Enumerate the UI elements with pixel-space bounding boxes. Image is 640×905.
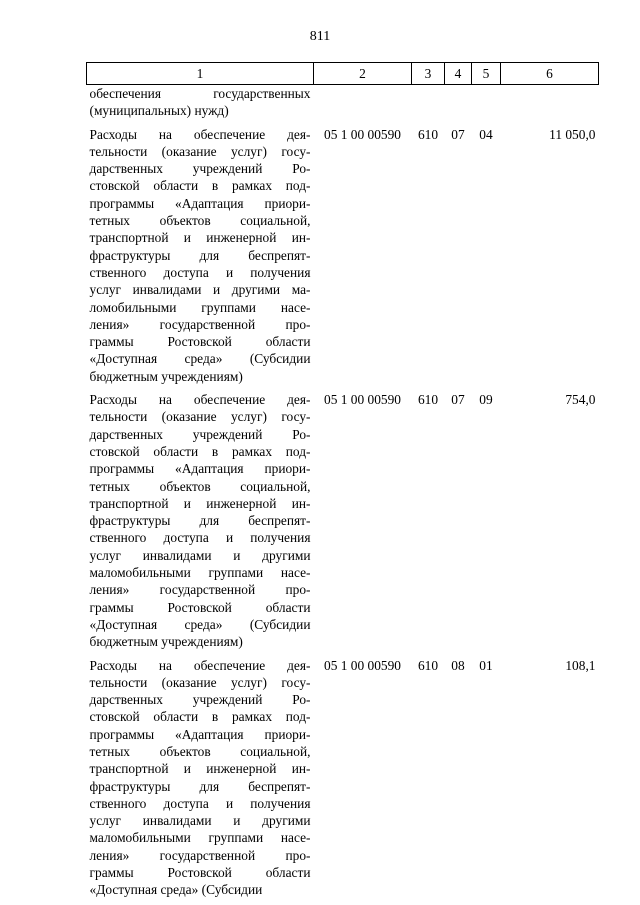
description-line: дарственных учреждений Ро- — [89, 692, 311, 708]
description-line: ственного доступа и получения — [89, 795, 311, 811]
description-line: бюджетным учреждениям) — [89, 368, 243, 384]
description-line: маломобильными группами насе- — [89, 565, 311, 581]
description-line: ления» государственной про- — [89, 847, 311, 863]
description-line: тетных объектов социальной, — [89, 743, 311, 759]
subsection-code: 01 — [479, 657, 493, 673]
description-line: программы «Адаптация приори- — [89, 726, 311, 742]
description-line: транспортной и инженерной ин- — [89, 495, 311, 511]
column-header-6: 6 — [501, 63, 599, 85]
description-line: тельности (оказание услуг) госу- — [89, 143, 311, 159]
table-row — [87, 391, 599, 656]
description-line: Расходы на обеспечение дея- — [89, 126, 311, 142]
section-code: 07 — [451, 126, 465, 142]
section-code: 07 — [451, 392, 465, 408]
description-line: услуг инвалидами и другими — [89, 813, 311, 829]
description-line: услуг инвалидами и другими — [89, 547, 311, 563]
description-line: стовской области в рамках под- — [89, 443, 311, 459]
expense-type-code: 610 — [417, 392, 439, 408]
continuation-row — [87, 85, 599, 126]
column-header-2: 2 — [314, 63, 412, 85]
description-line: программы «Адаптация приори- — [89, 195, 311, 211]
description-line: тетных объектов социальной, — [89, 213, 311, 229]
target-article-code: 05 1 00 00590 — [324, 657, 401, 673]
column-header-3: 3 — [412, 63, 445, 85]
description-line: граммы Ростовской области — [89, 599, 311, 615]
row-description — [87, 657, 314, 905]
description-line: ления» государственной про- — [89, 582, 311, 598]
description-line: фраструктуры для беспрепят- — [89, 778, 311, 794]
description-line: ственного доступа и получения — [89, 530, 311, 546]
row-description — [87, 391, 314, 656]
row-description — [87, 126, 314, 391]
description-line: ления» государственной про- — [89, 316, 311, 332]
amount-value: 754,0 — [565, 392, 596, 408]
amount-value: 11 050,0 — [549, 126, 596, 142]
description-line: тетных объектов социальной, — [89, 478, 311, 494]
description-line: ственного доступа и получения — [89, 264, 311, 280]
description-line: «Доступная среда» (Субсидии — [89, 616, 311, 632]
continuation-description — [87, 85, 314, 126]
description-line: «Доступная среда» (Субсидии — [89, 882, 263, 898]
description-line: услуг инвалидами и другими ма- — [89, 282, 311, 298]
column-header-4: 4 — [445, 63, 472, 85]
description-line: стовской области в рамках под- — [89, 709, 311, 725]
description-line: маломобильными группами насе- — [89, 830, 311, 846]
description-line: Расходы на обеспечение дея- — [89, 392, 311, 408]
expense-type-code: 610 — [417, 126, 439, 142]
target-article-code: 05 1 00 00590 — [324, 126, 401, 142]
description-line: ломобильными группами насе- — [89, 299, 311, 315]
description-line: тельности (оказание услуг) госу- — [89, 409, 311, 425]
description-line: дарственных учреждений Ро- — [89, 161, 311, 177]
description-line: стовской области в рамках под- — [89, 178, 311, 194]
description-line: программы «Адаптация приори- — [89, 461, 311, 477]
page-number: 811 — [309, 29, 331, 44]
section-code: 08 — [451, 657, 465, 673]
description-line: фраструктуры для беспрепят- — [89, 513, 311, 529]
subsection-code: 04 — [479, 126, 493, 142]
description-line: обеспечения государственных — [89, 86, 311, 101]
target-article-code: 05 1 00 00590 — [324, 392, 401, 408]
description-line: граммы Ростовской области — [89, 334, 311, 350]
table-row — [87, 126, 599, 391]
description-line: Расходы на обеспечение дея- — [89, 657, 311, 673]
description-line: дарственных учреждений Ро- — [89, 426, 311, 442]
table-header-row — [87, 63, 599, 85]
expense-type-code: 610 — [417, 657, 439, 673]
description-line: граммы Ростовской области — [89, 865, 311, 881]
description-line: «Доступная среда» (Субсидии — [89, 351, 311, 367]
column-header-5: 5 — [472, 63, 501, 85]
column-header-1: 1 — [87, 63, 314, 85]
budget-table — [86, 62, 599, 905]
table-row — [87, 657, 599, 905]
description-line: (муниципальных) нужд) — [89, 103, 229, 119]
description-line: транспортной и инженерной ин- — [89, 230, 311, 246]
description-line: тельности (оказание услуг) госу- — [89, 674, 311, 690]
description-line: фраструктуры для беспрепят- — [89, 247, 311, 263]
description-line: транспортной и инженерной ин- — [89, 761, 311, 777]
description-line: бюджетным учреждениям) — [89, 634, 243, 650]
amount-value: 108,1 — [565, 657, 596, 673]
subsection-code: 09 — [479, 392, 493, 408]
